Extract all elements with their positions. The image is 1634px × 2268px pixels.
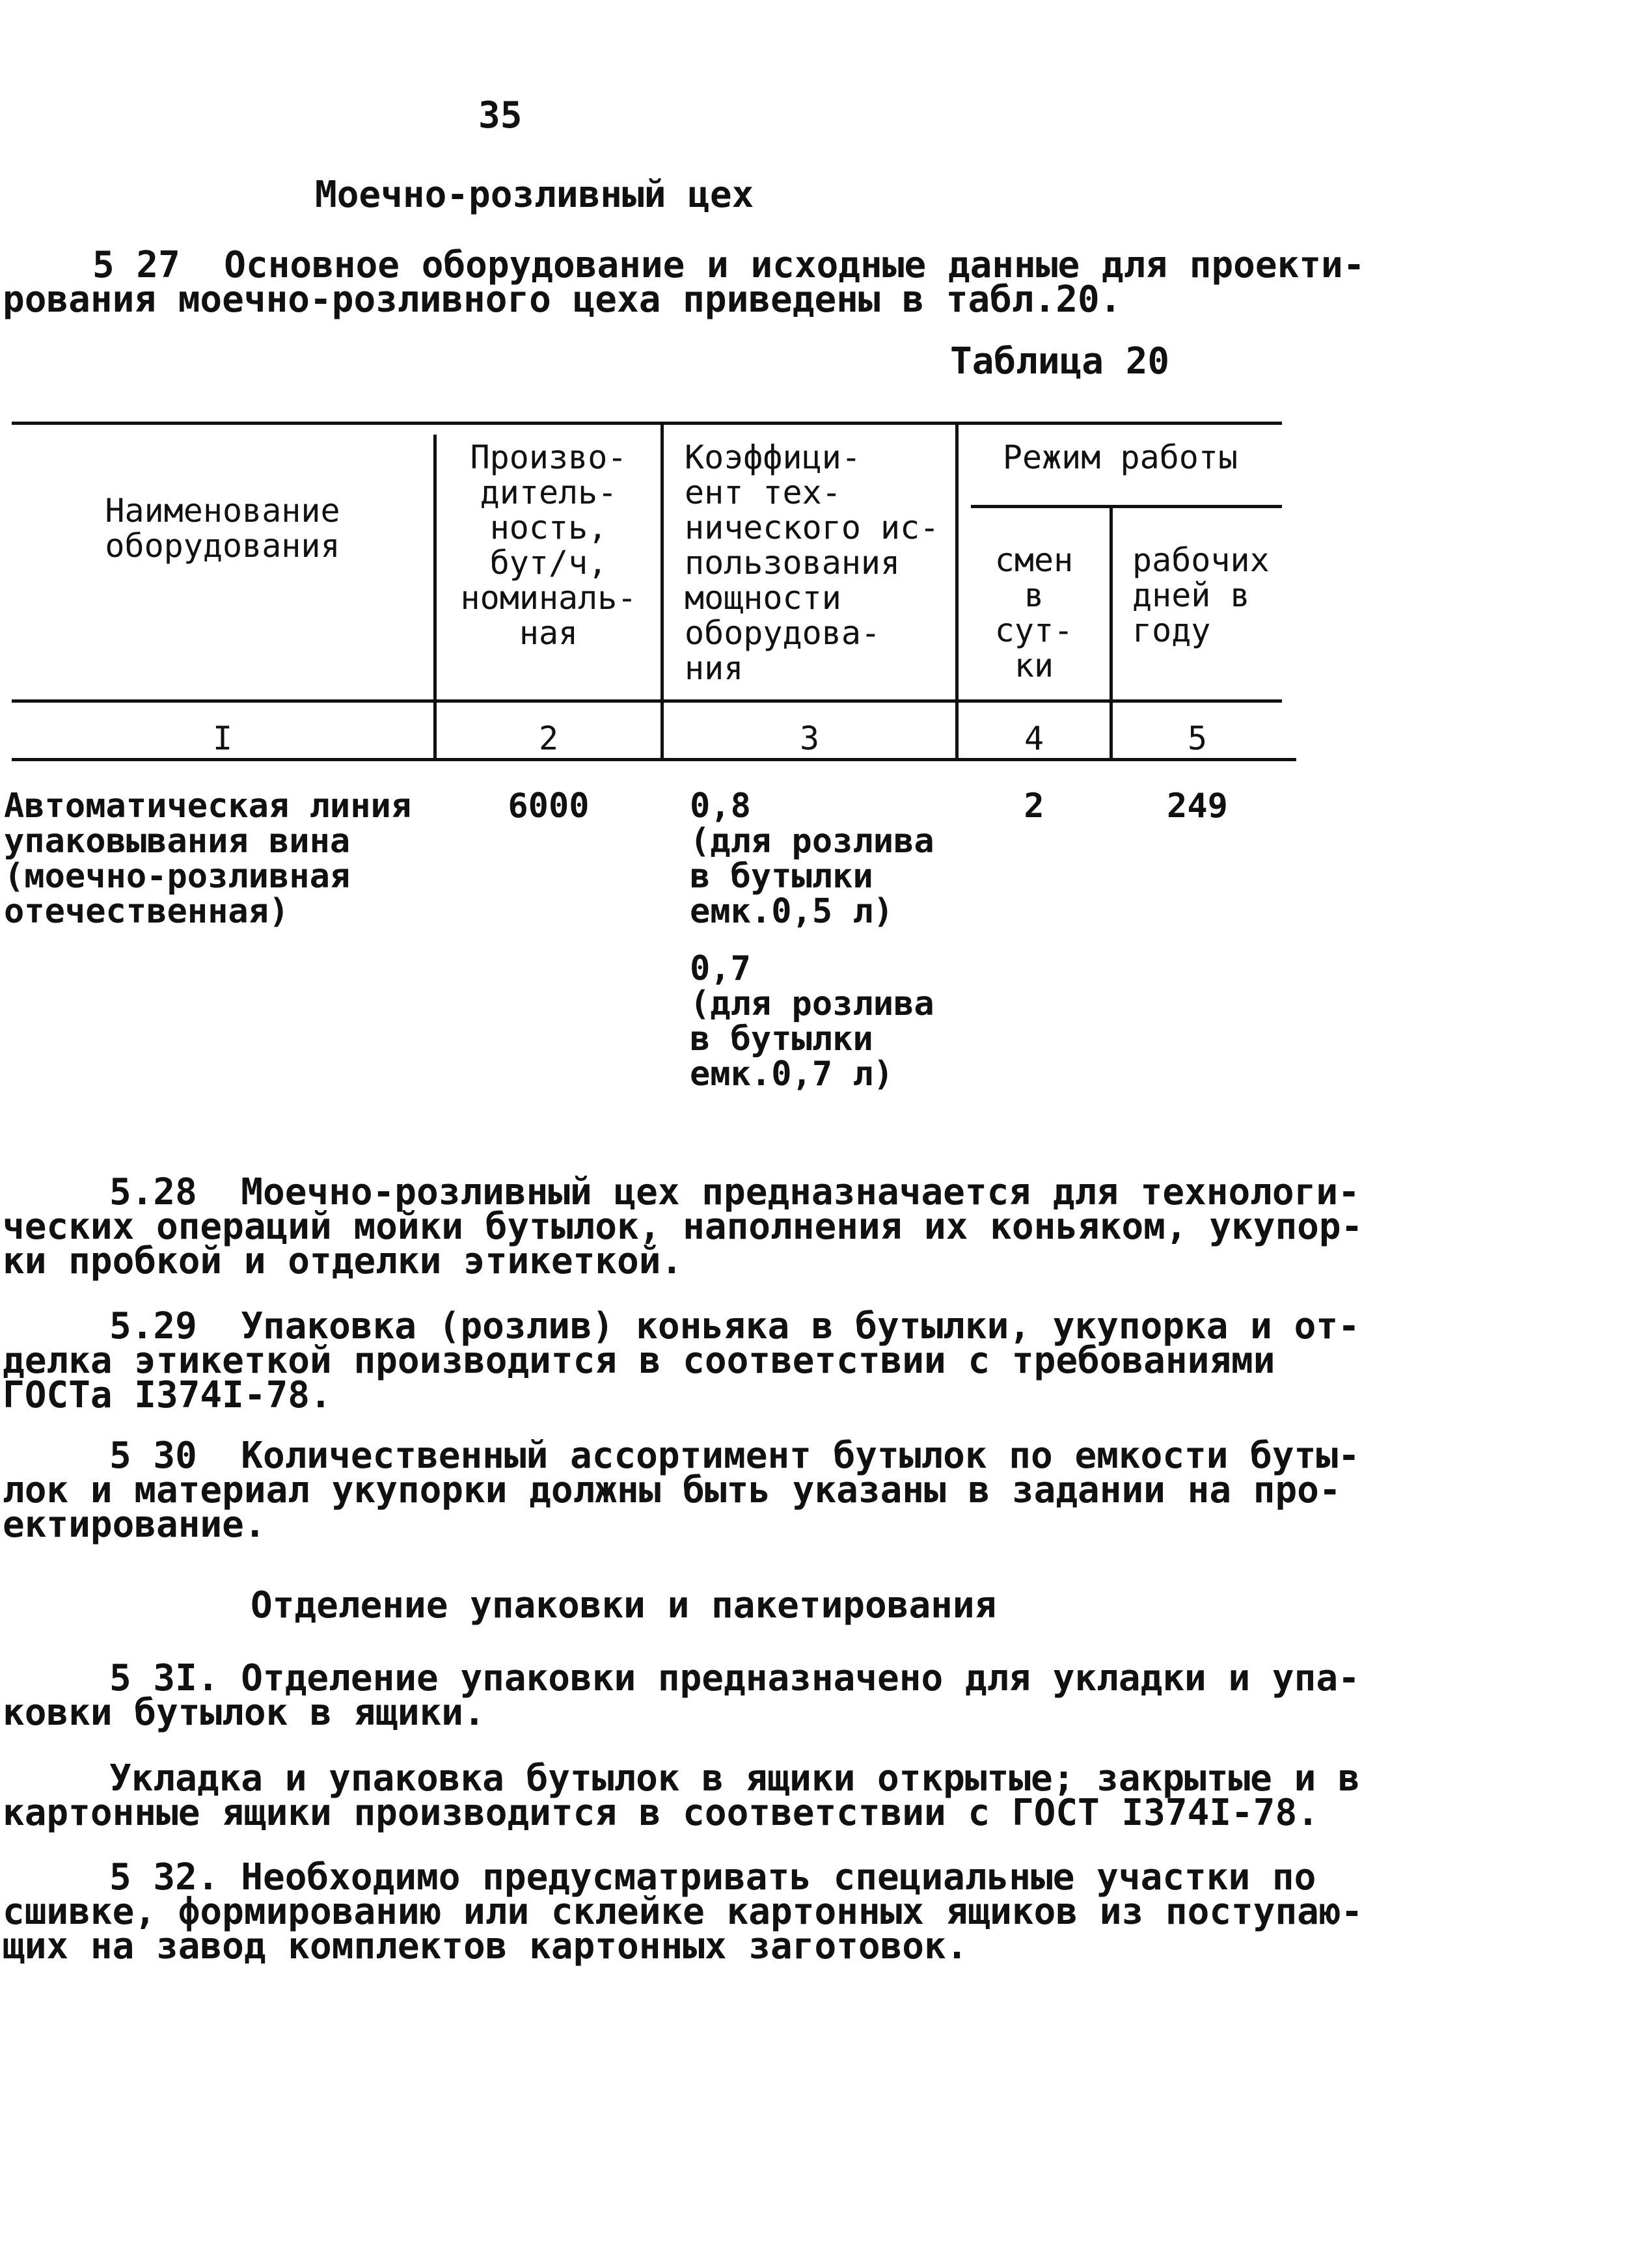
header-shifts-per-day: смен в сут- ки (994, 541, 1074, 684)
cell-coefficient-0-5l: 0,8 (для розлива в бутылки емк.0,5 л) (690, 787, 934, 931)
paragraph-line: ческих операций мойки бутылок, наполнения их коньяком, укупор- (3, 1206, 1363, 1248)
paragraph-line: делка этикеткой производится в соответствии с требованиями (3, 1340, 1275, 1382)
paragraph-line: ки пробкой и отделки этикеткой. (3, 1240, 683, 1282)
header-working-days-per-year: рабочих дней в году (1132, 541, 1270, 649)
column-number: 5 (1187, 720, 1208, 757)
column-number: 4 (1024, 720, 1044, 757)
paragraph-line: картонные ящики производится в соответствии с ГОСТ I374I-78. (3, 1792, 1319, 1834)
numbers-bottom-rule (12, 758, 1296, 761)
column-number: 2 (538, 720, 559, 757)
paragraph-line: рования моечно-розливного цеха приведены в табл.20. (3, 278, 1122, 321)
paragraph-line: лок и материал укупорки должны быть указаны в задании на про- (3, 1469, 1341, 1511)
column-divider (660, 422, 664, 760)
header-work-mode: Режим работы (1002, 439, 1238, 476)
cell-capacity: 6000 (508, 787, 590, 826)
group-header-rule (971, 505, 1282, 508)
column-number: 3 (799, 720, 820, 757)
paragraph-line: ектирование. (3, 1504, 266, 1546)
header-capacity: Произво- дитель- ность, бут/ч, номиналь- ная (460, 439, 637, 652)
paragraph-line: 5 3I. Отделение упаковки предназначено для укладки и упа- (109, 1657, 1360, 1699)
paragraph-line: Укладка и упаковка бутылок в ящики открытые; закрытые и в (109, 1757, 1360, 1800)
cell-working-days: 249 (1167, 787, 1228, 826)
header-coefficient: Коэффици- ент тех- нического ис- пользования мощности оборудова- ния (685, 439, 940, 687)
cell-equipment-name: Автоматическая линия упаковывания вина (моечно-розливная отечественная) (4, 787, 412, 931)
table-caption: Таблица 20 (950, 340, 1170, 383)
paragraph-line: 5 32. Необходимо предусматривать специальные участки по (109, 1856, 1316, 1898)
cell-shifts: 2 (1024, 787, 1044, 826)
paragraph-line: ГОСТа I374I-78. (3, 1374, 332, 1416)
column-number: I (212, 720, 233, 757)
section-title-packing: Отделение упаковки и пакетирования (251, 1584, 997, 1627)
paragraph-line: сшивке, формированию или склейке картонных ящиков из поступаю- (3, 1891, 1363, 1933)
section-title-washing-bottling: Моечно-розливный цех (315, 174, 754, 216)
header-bottom-rule (12, 699, 1282, 703)
paragraph-line: щих на завод комплектов картонных заготовок. (3, 1925, 968, 1967)
paragraph-line: 5 30 Количественный ассортимент бутылок по емкости буты- (109, 1435, 1360, 1477)
page-number: 35 (478, 94, 523, 137)
paragraph-line: 5 27 Основное оборудование и исходные данные для проекти- (92, 244, 1365, 286)
cell-coefficient-0-7l: 0,7 (для розлива в бутылки емк.0,7 л) (690, 949, 934, 1094)
table-top-rule (12, 422, 1282, 425)
header-equipment-name: Наименование оборудования (105, 492, 340, 565)
paragraph-line: ковки бутылок в ящики. (3, 1692, 485, 1734)
paragraph-line: 5.29 Упаковка (розлив) коньяка в бутылки, укупорка и от- (109, 1305, 1360, 1347)
paragraph-line: 5.28 Моечно-розливный цех предназначается для технологи- (109, 1171, 1360, 1213)
